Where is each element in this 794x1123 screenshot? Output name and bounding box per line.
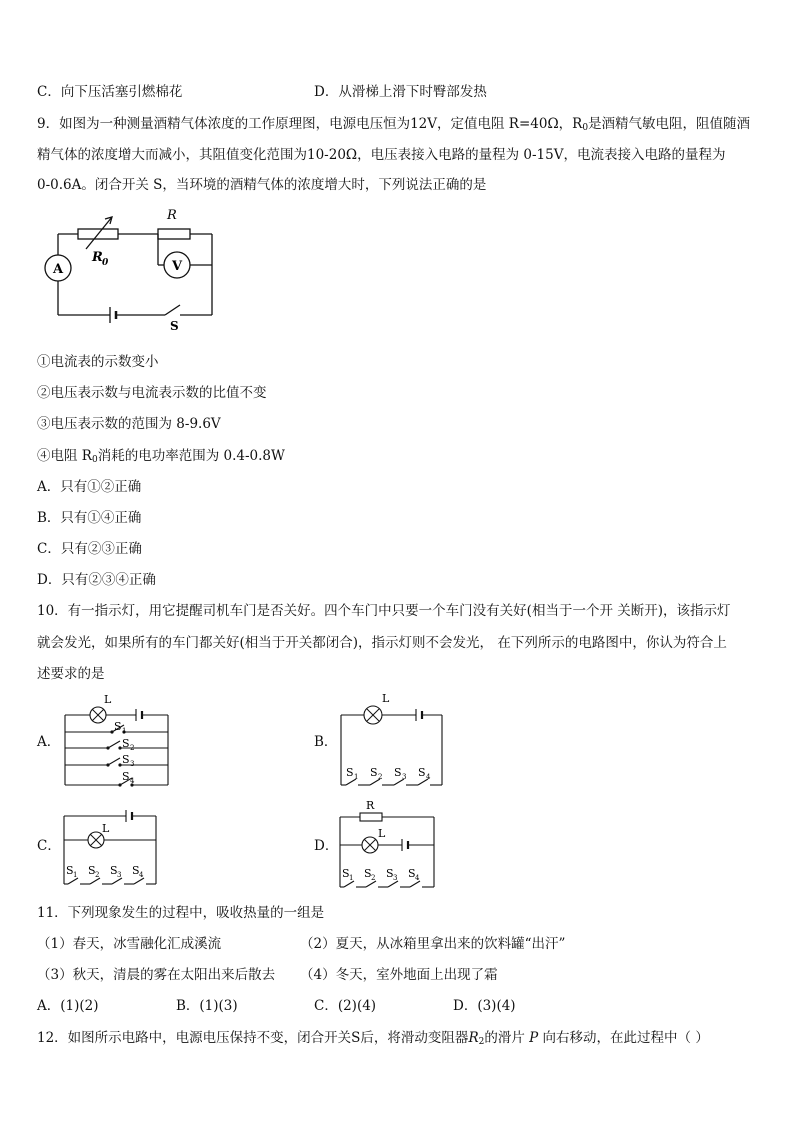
svg-text:V: V — [171, 259, 183, 274]
svg-text:L: L — [104, 693, 112, 706]
svg-text:S: S — [122, 770, 130, 783]
q9-stem-text1b: 是酒精气敏电阻，阻值随酒 — [588, 116, 751, 132]
q11-option-a: A．(1)(2) — [37, 998, 99, 1014]
q9-stem-line2: 精气体的浓度增大而减小，其阻值变化范围为10-20Ω，电压表接入电路的量程为 0-15V，电流表接入电路的量程为 — [37, 147, 726, 163]
svg-text:4: 4 — [426, 773, 431, 781]
q8-option-c: C．向下压活塞引燃棉花 — [37, 84, 183, 100]
svg-text:3: 3 — [117, 871, 122, 879]
svg-text:1: 1 — [122, 727, 127, 735]
svg-text:S: S — [110, 864, 118, 877]
q10-circuit-d — [336, 797, 441, 892]
q11-phenomenon-3: （3）秋天，清晨的雾在太阳出来后散去 — [37, 967, 276, 983]
svg-text:S: S — [122, 753, 130, 766]
q10-stem-line3: 述要求的是 — [37, 666, 105, 682]
q10-label-b: B． — [314, 734, 338, 750]
svg-text:L: L — [382, 692, 390, 705]
svg-text:2: 2 — [130, 744, 135, 752]
svg-text:S: S — [342, 867, 350, 880]
q10-stem-line2: 就会发光，如果所有的车门都关好(相当于开关都闭合)，指示灯则不会发光， 在下列所示的电路图中，你认为符合上 — [37, 635, 727, 651]
q11-phenomenon-1: （1）春天，冰雪融化汇成溪流 — [37, 936, 222, 952]
q9-statement-2: ②电压表示数与电流表示数的比值不变 — [37, 385, 267, 401]
q9-statement-4: ④电阻 $R_0$消耗的电功率范围为 0.4-0.8W — [37, 448, 285, 465]
svg-text:4: 4 — [139, 871, 144, 879]
svg-text:S: S — [370, 766, 378, 779]
q10-circuit-b — [336, 690, 451, 790]
svg-text:S: S — [346, 766, 354, 779]
q10-stem-line1: 10．有一指示灯，用它提醒司机车门是否关好。四个车门中只要一个车门没有关好(相当于一个开 关断开)，该指示灯 — [37, 603, 731, 619]
q9-option-c: C．只有②③正确 — [37, 541, 142, 557]
svg-text:S: S — [364, 867, 372, 880]
svg-text:L: L — [378, 827, 386, 840]
svg-text:3: 3 — [130, 760, 135, 768]
svg-text:3: 3 — [402, 773, 407, 781]
q9-label-r0: R — [92, 250, 103, 265]
svg-text:3: 3 — [393, 874, 398, 882]
svg-text:2: 2 — [378, 773, 383, 781]
q9-label-s: S — [170, 319, 179, 333]
q11-phenomenon-4: （4）冬天，室外地面上出现了霜 — [300, 967, 498, 983]
svg-text:4: 4 — [130, 777, 135, 785]
q9-stem-line3: 0-0.6A。闭合开关 S，当环境的酒精气体的浓度增大时，下列说法正确的是 — [37, 177, 487, 193]
q9-stem-line1 — [37, 114, 750, 138]
q12-stem: 12．如图所示电路中，电源电压保持不变，闭合开关S后，将滑动变阻器$R_2$的滑片 P 向右移动，在此过程中（ ） — [37, 1030, 709, 1047]
q11-option-d: D．(3)(4) — [453, 998, 516, 1014]
svg-text:1: 1 — [349, 874, 354, 882]
svg-text:2: 2 — [371, 874, 376, 882]
q9-option-b: B．只有①④正确 — [37, 510, 142, 526]
svg-text:R: R — [366, 799, 375, 812]
q9-r0-sub: 0 — [582, 123, 589, 133]
svg-text:S: S — [408, 867, 416, 880]
svg-text:S: S — [88, 864, 96, 877]
svg-text:A: A — [52, 262, 64, 277]
q10-circuit-c — [60, 800, 165, 890]
q10-label-d: D． — [314, 838, 339, 854]
q10-label-c: C． — [37, 838, 61, 854]
q9-circuit-diagram — [40, 203, 220, 333]
q9-stem-text1: 9．如图为一种测量酒精气体浓度的工作原理图，电源电压恒为12V，定值电阻 R=40Ω，R — [37, 116, 583, 132]
svg-text:S: S — [122, 737, 130, 750]
q8-option-d: D．从滑梯上滑下时臀部发热 — [314, 84, 487, 100]
svg-text:S: S — [418, 766, 426, 779]
q9-statement-1: ①电流表的示数变小 — [37, 354, 159, 370]
q11-stem: 11．下列现象发生的过程中，吸收热量的一组是 — [37, 905, 325, 921]
svg-text:1: 1 — [73, 871, 78, 879]
svg-text:L: L — [102, 822, 110, 835]
svg-text:S: S — [114, 720, 122, 733]
q9-label-r0-sub: 0 — [102, 258, 109, 268]
q11-option-c: C．(2)(4) — [314, 998, 377, 1014]
svg-text:2: 2 — [95, 871, 100, 879]
q10-label-a: A． — [37, 734, 61, 750]
q11-option-b: B．(1)(3) — [176, 998, 238, 1014]
q9-option-a: A．只有①②正确 — [37, 479, 142, 495]
svg-text:S: S — [386, 867, 394, 880]
svg-text:S: S — [394, 766, 402, 779]
q9-label-r: R — [167, 208, 177, 223]
q9-option-d: D．只有②③④正确 — [37, 572, 156, 588]
svg-text:S: S — [132, 864, 140, 877]
svg-text:4: 4 — [415, 874, 420, 882]
svg-text:S: S — [66, 864, 74, 877]
svg-text:1: 1 — [354, 773, 359, 781]
q10-circuit-a — [60, 690, 175, 790]
q11-phenomenon-2: （2）夏天，从冰箱里拿出来的饮料罐“出汗” — [300, 936, 566, 952]
q9-statement-3: ③电压表示数的范围为 8-9.6V — [37, 416, 221, 432]
